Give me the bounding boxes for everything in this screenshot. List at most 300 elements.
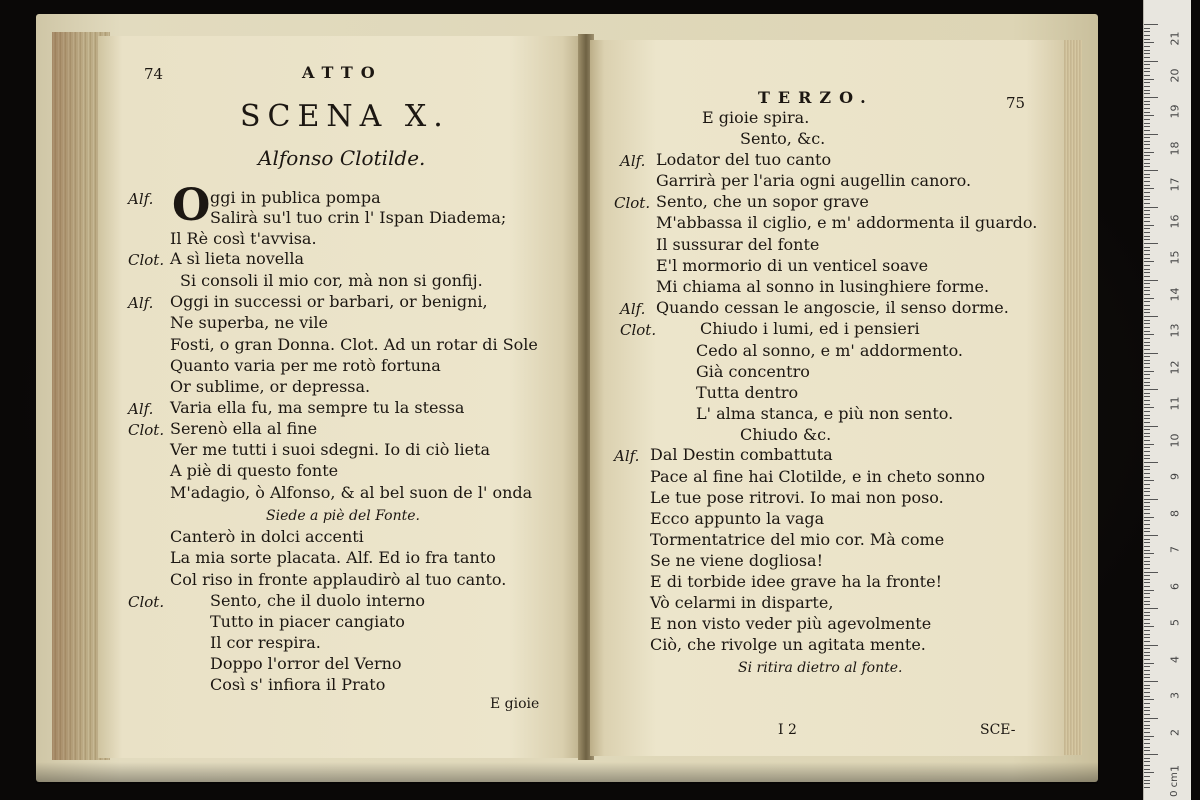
ruler-tick [1144,312,1150,313]
ruler-tick [1144,360,1150,361]
ruler-tick [1144,141,1150,142]
ruler-tick [1144,232,1150,233]
verse-line: Oggi in successi or barbari, or benigni, [170,292,488,311]
verse-line: E di torbide idee grave ha la fronte! [650,572,942,591]
ruler-tick [1144,163,1150,164]
ruler-tick [1144,301,1150,302]
speaker-label: Clot. [128,421,165,439]
verse-line: Sento, che un sopor grave [656,192,869,211]
speaker-label: Alf. [620,300,646,318]
ruler-number: 2 [1168,728,1182,736]
ruler-tick [1144,217,1150,218]
ruler-tick [1144,604,1150,605]
ruler-tick [1144,236,1150,237]
ruler-tick [1144,520,1150,521]
ruler-tick [1144,761,1150,762]
verse-line: E gioie spira. [702,108,810,127]
ruler-tick [1144,783,1150,784]
ruler-tick [1144,112,1150,113]
ruler-tick [1144,714,1150,715]
ruler-tick [1144,371,1154,372]
ruler-tick [1144,728,1150,729]
ruler-tick [1144,159,1150,160]
ruler-number: 3 [1168,692,1182,699]
ruler-tick [1144,71,1150,72]
ruler-tick [1144,608,1158,609]
ruler-tick [1144,502,1150,503]
ruler-tick [1144,696,1150,697]
right-catchword: SCE- [980,722,1016,738]
ruler-tick [1144,108,1150,109]
ruler-tick [1144,699,1154,700]
ruler-tick [1144,239,1150,240]
ruler-tick [1144,123,1150,124]
right-page-number: 75 [1006,94,1026,112]
ruler-tick [1144,269,1150,270]
ruler-tick [1144,601,1150,602]
ruler-number: 18 [1168,141,1182,155]
ruler-tick [1144,418,1150,419]
ruler-number: 13 [1168,323,1182,338]
verse-line: Chiudo i lumi, ed i pensieri [700,319,920,338]
ruler-tick [1144,564,1150,565]
ruler-tick [1144,334,1154,335]
ruler-tick [1144,203,1150,204]
ruler-tick [1144,447,1150,448]
ruler-tick [1144,126,1150,127]
ruler-tick [1144,546,1150,547]
verse-line: Garrirà per l'aria ogni augellin canoro. [656,171,972,190]
ruler-tick [1144,582,1150,583]
ruler-tick [1144,612,1150,613]
ruler-tick [1144,440,1150,441]
ruler-tick [1144,130,1150,131]
verse-line: Cedo al sonno, e m' addormento. [696,341,963,360]
left-catchword: E gioie [490,696,540,712]
ruler-tick [1144,772,1154,773]
verse-line: Doppo l'orror del Verno [210,654,402,673]
verse-line: Lodator del tuo canto [656,150,832,169]
ruler-tick [1144,68,1150,69]
speaker-label: Alf. [614,447,640,465]
stage-direction: Siede a piè del Fonte. [266,508,420,524]
ruler-tick [1144,531,1150,532]
ruler-tick [1144,272,1150,273]
ruler-tick [1144,407,1154,408]
ruler-tick [1144,166,1150,167]
ruler-tick [1144,550,1150,551]
ruler-number: 20 [1168,68,1182,82]
ruler-tick [1144,93,1150,94]
ruler-tick [1144,670,1150,671]
ruler-tick [1144,422,1150,423]
verse-line: Sento, &c. [740,129,826,148]
speaker-label: Clot. [128,593,165,611]
speaker-label: Alf. [620,152,646,170]
ruler-tick [1144,24,1158,25]
ruler-number: 9 [1168,473,1182,480]
ruler-tick [1144,243,1158,244]
ruler-tick [1144,415,1150,416]
verse-line: M'abbassa il ciglio, e m' addormenta il guardo. [656,213,1038,232]
ruler-tick [1144,663,1154,664]
ruler-tick [1144,338,1150,339]
ruler-tick [1144,444,1154,445]
ruler-tick [1144,575,1150,576]
ruler-tick [1144,703,1150,704]
ruler-tick [1144,630,1150,631]
ruler-tick [1144,542,1150,543]
verse-line: Ver me tutti i suoi sdegni. Io di ciò lieta [170,440,491,459]
ruler-tick [1144,327,1150,328]
verse-line: Or sublime, or depressa. [170,377,371,396]
verse-line: Tutta dentro [696,383,799,402]
right-running-head: TERZO. [758,88,874,107]
ruler-tick [1144,42,1154,43]
ruler-tick [1144,210,1150,211]
verse-line: Pace al fine hai Clotilde, e in cheto sonno [650,467,985,486]
ruler-tick [1144,747,1150,748]
ruler-tick [1144,290,1150,291]
ruler-tick [1144,710,1150,711]
ruler-number: 21 [1168,31,1182,46]
ruler-tick [1144,385,1150,386]
ruler-tick [1144,509,1150,510]
ruler-tick [1144,477,1150,478]
ruler-tick [1144,707,1150,708]
ruler-tick [1144,320,1150,321]
ruler-tick [1144,623,1150,624]
ruler-tick [1144,177,1150,178]
ruler-tick [1144,495,1150,496]
ruler-tick [1144,31,1150,32]
ruler-tick [1144,488,1150,489]
ruler-tick [1144,119,1150,120]
ruler-number: 6 [1168,582,1182,590]
verse-line: E non visto veder più agevolmente [650,614,932,633]
ruler-tick [1144,228,1150,229]
ruler-tick [1144,90,1150,91]
ruler-number: 17 [1168,177,1182,192]
verse-line: Chiudo &c. [740,425,832,444]
ruler-tick [1144,539,1150,540]
ruler-tick [1144,404,1150,405]
ruler-tick [1144,451,1150,452]
ruler-tick [1144,79,1154,80]
verse-line: Il sussurar del fonte [656,235,820,254]
ruler-number: 16 [1168,214,1182,228]
ruler-tick [1144,692,1150,693]
verse-line: Varia ella fu, ma sempre tu la stessa [170,398,465,417]
ruler-tick [1144,528,1150,529]
ruler-tick [1144,389,1158,390]
ruler-tick [1144,305,1150,306]
verse-line: Sento, che il duolo interno [210,591,426,610]
ruler-tick [1144,298,1154,299]
left-running-head: ATTO [302,63,383,82]
ruler-tick [1144,718,1158,719]
verse-line: Quanto varia per me rotò fortuna [170,356,441,375]
ruler-tick [1144,331,1150,332]
ruler-tick [1144,677,1150,678]
ruler-tick [1144,276,1150,277]
ruler-tick [1144,499,1158,500]
measuring-ruler [1143,0,1191,800]
ruler-tick [1144,97,1158,98]
ruler-tick [1144,46,1150,47]
ruler-tick [1144,469,1150,470]
ruler-tick [1144,396,1150,397]
ruler-tick [1144,787,1150,788]
ruler-tick [1144,287,1150,288]
ruler-tick [1144,247,1150,248]
ruler-tick [1144,586,1150,587]
ruler-tick [1144,491,1150,492]
verse-line: M'adagio, ò Alfonso, & al bel suon de l' onda [170,483,533,502]
ruler-tick [1144,769,1150,770]
stage-direction: Si ritira dietro al fonte. [738,660,903,676]
ruler-tick [1144,776,1150,777]
ruler-tick [1144,645,1158,646]
ruler-tick [1144,144,1150,145]
right-page-edges [1062,40,1082,755]
ruler-tick [1144,35,1150,36]
speaker-label: Clot. [620,321,657,339]
ruler-tick [1144,61,1158,62]
ruler-tick [1144,666,1150,667]
ruler-tick [1144,557,1150,558]
ruler-tick [1144,250,1150,251]
ruler-tick [1144,82,1150,83]
speaker-label: Alf. [128,294,154,312]
ruler-tick [1144,433,1150,434]
ruler-tick [1144,363,1150,364]
speaker-label: Clot. [614,194,651,212]
ruler-tick [1144,681,1158,682]
ruler-tick [1144,659,1150,660]
ruler-tick [1144,725,1150,726]
ruler-tick [1144,174,1150,175]
ruler-tick [1144,185,1150,186]
ruler-tick [1144,28,1150,29]
ruler-tick [1144,480,1154,481]
ruler-tick [1144,39,1150,40]
ruler-tick [1144,535,1158,536]
verse-line: Dal Destin combattuta [650,445,833,464]
ruler-tick [1144,104,1150,105]
ruler-tick [1144,86,1150,87]
ruler-tick [1144,597,1150,598]
ruler-tick [1144,265,1150,266]
ruler-tick [1144,258,1150,259]
verse-line: Ne superba, ne vile [170,313,328,332]
verse-line: Col riso in fronte applaudirò al tuo canto. [170,570,507,589]
ruler-tick [1144,50,1150,51]
ruler-tick [1144,462,1158,463]
ruler-tick [1144,261,1154,262]
ruler-number: 4 [1168,655,1182,663]
ruler-tick [1144,506,1150,507]
ruler-tick [1144,101,1150,102]
ruler-tick [1144,484,1150,485]
ruler-tick [1144,115,1154,116]
ruler-tick [1144,743,1150,744]
ruler-number: 14 [1168,287,1182,301]
ruler-tick [1144,429,1150,430]
ruler-tick [1144,374,1150,375]
ruler-tick [1144,283,1150,284]
ruler-tick [1144,345,1150,346]
ruler-tick [1144,688,1150,689]
ruler-number: 15 [1168,250,1182,265]
verse-line: Così s' infiora il Prato [210,675,386,694]
cover-shadow [36,762,1098,784]
ruler-tick [1144,615,1150,616]
verse-line: Si consoli il mio cor, mà non si gonfij. [180,271,483,290]
ruler-tick [1144,225,1154,226]
verse-line: Salirà su'l tuo crin l' Ispan Diadema; [210,208,507,227]
verse-line: E'l mormorio di un venticel soave [656,256,929,275]
ruler-tick [1144,553,1154,554]
verse-line: Serenò ella al fine [170,419,318,438]
ruler-tick [1144,148,1150,149]
ruler-tick [1144,524,1150,525]
ruler-tick [1144,655,1150,656]
ruler-tick [1144,207,1158,208]
verse-line: Tormentatrice del mio cor. Mà come [650,530,945,549]
right-page [590,40,1064,756]
ruler-tick [1144,721,1150,722]
ruler-tick [1144,199,1150,200]
ruler-number: 11 [1168,396,1182,411]
ruler-tick [1144,634,1150,635]
verse-line: Fosti, o gran Donna. Clot. Ad un rotar di Sole [170,335,538,354]
ruler-tick [1144,309,1150,310]
ruler-tick [1144,356,1150,357]
ruler-tick [1144,196,1150,197]
ruler-tick [1144,367,1150,368]
ruler-tick [1144,780,1150,781]
verse-line: Canterò in dolci accenti [170,527,364,546]
ruler-tick [1144,568,1150,569]
ruler-tick [1144,579,1150,580]
ruler-tick [1144,280,1158,281]
ruler-tick [1144,294,1150,295]
verse-line: Ecco appunto la vaga [650,509,825,528]
ruler-tick [1144,736,1154,737]
ruler-tick [1144,750,1150,751]
ruler-tick [1144,170,1158,171]
ruler-tick [1144,765,1150,766]
verse-line: Le tue pose ritrovi. Io mai non poso. [650,488,944,507]
ruler-tick [1144,316,1158,317]
ruler-tick [1144,323,1150,324]
ruler-tick [1144,137,1150,138]
verse-line: Già concentro [696,362,810,381]
ruler-tick [1144,393,1150,394]
ruler-tick [1144,188,1154,189]
verse-line: A piè di questo fonte [170,461,339,480]
ruler-tick [1144,685,1150,686]
verse-line: Vò celarmi in disparte, [650,593,834,612]
ruler-tick [1144,152,1154,153]
verse-line: Mi chiama al sonno in lusinghiere forme. [656,277,990,296]
ruler-tick [1144,572,1158,573]
ruler-number: 19 [1168,104,1182,119]
signature-mark: I 2 [778,722,797,738]
ruler-tick [1144,561,1150,562]
verse-line: Quando cessan le angoscie, il senso dorme. [656,298,1009,317]
ruler-number: 1 [1168,765,1182,772]
ruler-number: 8 [1168,509,1182,517]
ruler-tick [1144,426,1158,427]
scene-characters: Alfonso Clotilde. [258,146,426,170]
ruler-tick [1144,342,1150,343]
verse-line: Tutto in piacer cangiato [210,612,405,631]
ruler-number: 12 [1168,360,1182,374]
ruler-tick [1144,732,1150,733]
ruler-tick [1144,382,1150,383]
ruler-tick [1144,758,1150,759]
ruler-tick [1144,221,1150,222]
ruler-tick [1144,53,1150,54]
ruler-tick [1144,648,1150,649]
ruler-tick [1144,619,1150,620]
ruler-tick [1144,458,1150,459]
ruler-tick [1144,378,1150,379]
verse-line: Ciò, che rivolge un agitata mente. [650,635,926,654]
ruler-tick [1144,155,1150,156]
ruler-tick [1144,593,1150,594]
ruler-tick [1144,590,1154,591]
ruler-tick [1144,739,1150,740]
ruler-number: 10 [1168,433,1182,447]
ruler-tick [1144,473,1150,474]
ruler-tick [1144,641,1150,642]
ruler-number: 7 [1168,546,1182,553]
speaker-label: Clot. [128,251,165,269]
verse-line: ggi in publica pompa [210,188,381,207]
ruler-tick [1144,455,1150,456]
ruler-tick [1144,349,1150,350]
ruler-tick [1144,652,1150,653]
verse-line: L' alma stanca, e più non sento. [696,404,954,423]
scene-heading: SCENA X. [240,99,450,134]
speaker-label: Alf. [128,190,154,208]
left-page-number: 74 [144,65,164,83]
ruler-tick [1144,57,1150,58]
ruler-unit-label: 0 cm [1169,772,1181,797]
drop-cap: O [172,180,211,231]
ruler-tick [1144,674,1150,675]
verse-line: Se ne viene dogliosa! [650,551,824,570]
ruler-tick [1144,637,1150,638]
verse-line: Il Rè così t'avvisa. [170,229,317,248]
ruler-tick [1144,400,1150,401]
ruler-tick [1144,134,1158,135]
verse-line: Il cor respira. [210,633,321,652]
ruler-tick [1144,353,1158,354]
verse-line: La mia sorte placata. Alf. Ed io fra tanto [170,548,496,567]
verse-line: A sì lieta novella [170,249,305,268]
ruler-number: 5 [1168,619,1182,626]
ruler-tick [1144,466,1150,467]
ruler-tick [1144,754,1158,755]
ruler-tick [1144,254,1150,255]
ruler-tick [1144,181,1150,182]
ruler-tick [1144,64,1150,65]
ruler-tick [1144,626,1154,627]
